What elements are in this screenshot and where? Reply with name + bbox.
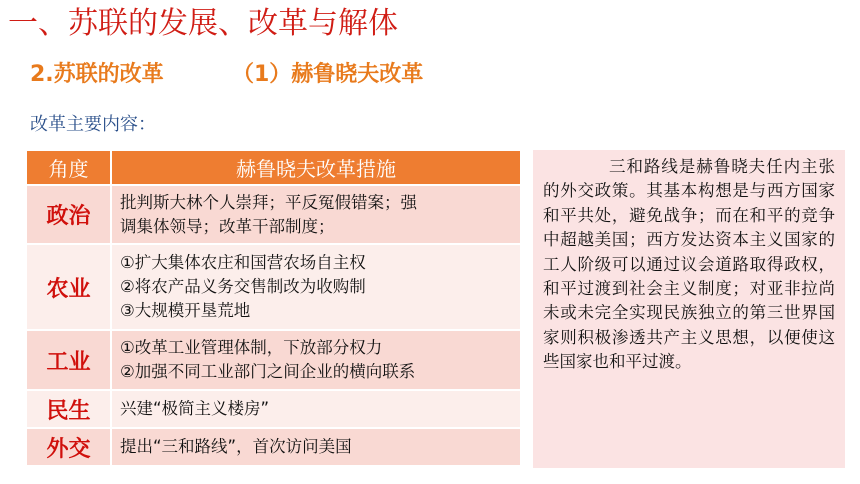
table-row-agriculture [26,244,521,330]
sanhe-note-box [533,150,845,468]
table-header-row [26,150,521,185]
header-aspect: 角度 [26,150,111,185]
sanhe-note-text: 三和路线是赫鲁晓夫任内主张的外交政策。其基本构想是与西方国家和平共处，避免战争；而在和平的竞争中超越美国；西方发达资本主义国家的工人阶级可以通过议会道路取得政权，和平过渡到社会主义制度；对亚非拉尚未或未完全实现民族独立的第三世界国家则积极渗透共产主义思想，以便使这些国家也和平过渡。 [543,157,835,372]
subsection-heading: （1）赫鲁晓夫改革 [232,62,424,87]
measure-line: ②将农产品义务交售制改为收购制 [120,277,366,296]
measure-line: ①扩大集体农庄和国营农场自主权 [120,253,366,272]
measure-line: ③大规模开垦荒地 [120,301,251,320]
measure-cell [111,185,521,244]
table-row-politics [26,185,521,244]
measure-line: 兴建“极简主义楼房” [120,399,270,418]
measure-cell [111,428,521,466]
measure-line: 批判斯大林个人崇拜；平反冤假错案；强 [120,192,417,212]
measure-cell [111,330,521,390]
aspect-cell: 农业 [26,244,111,330]
measure-line: 调集体领导；改革干部制度； [120,216,335,236]
reform-table [25,149,522,467]
measure-line: 提出“三和路线”，首次访问美国 [120,437,352,456]
section-heading: 2.苏联的改革 [30,62,164,87]
aspect-cell: 政治 [26,185,111,244]
measure-cell [111,390,521,428]
table-row-livelihood [26,390,521,428]
aspect-cell: 外交 [26,428,111,466]
header-measures: 赫鲁晓夫改革措施 [111,150,521,185]
measure-line: ①改革工业管理体制，下放部分权力 [120,338,383,357]
table-row-industry [26,330,521,390]
page-title: 一、苏联的发展、改革与解体 [8,6,398,41]
intro-label: 改革主要内容： [30,114,156,135]
aspect-cell: 民生 [26,390,111,428]
measure-cell [111,244,521,330]
table-row-diplomacy [26,428,521,466]
aspect-cell: 工业 [26,330,111,390]
measure-line: ②加强不同工业部门之间企业的横向联系 [120,362,416,381]
